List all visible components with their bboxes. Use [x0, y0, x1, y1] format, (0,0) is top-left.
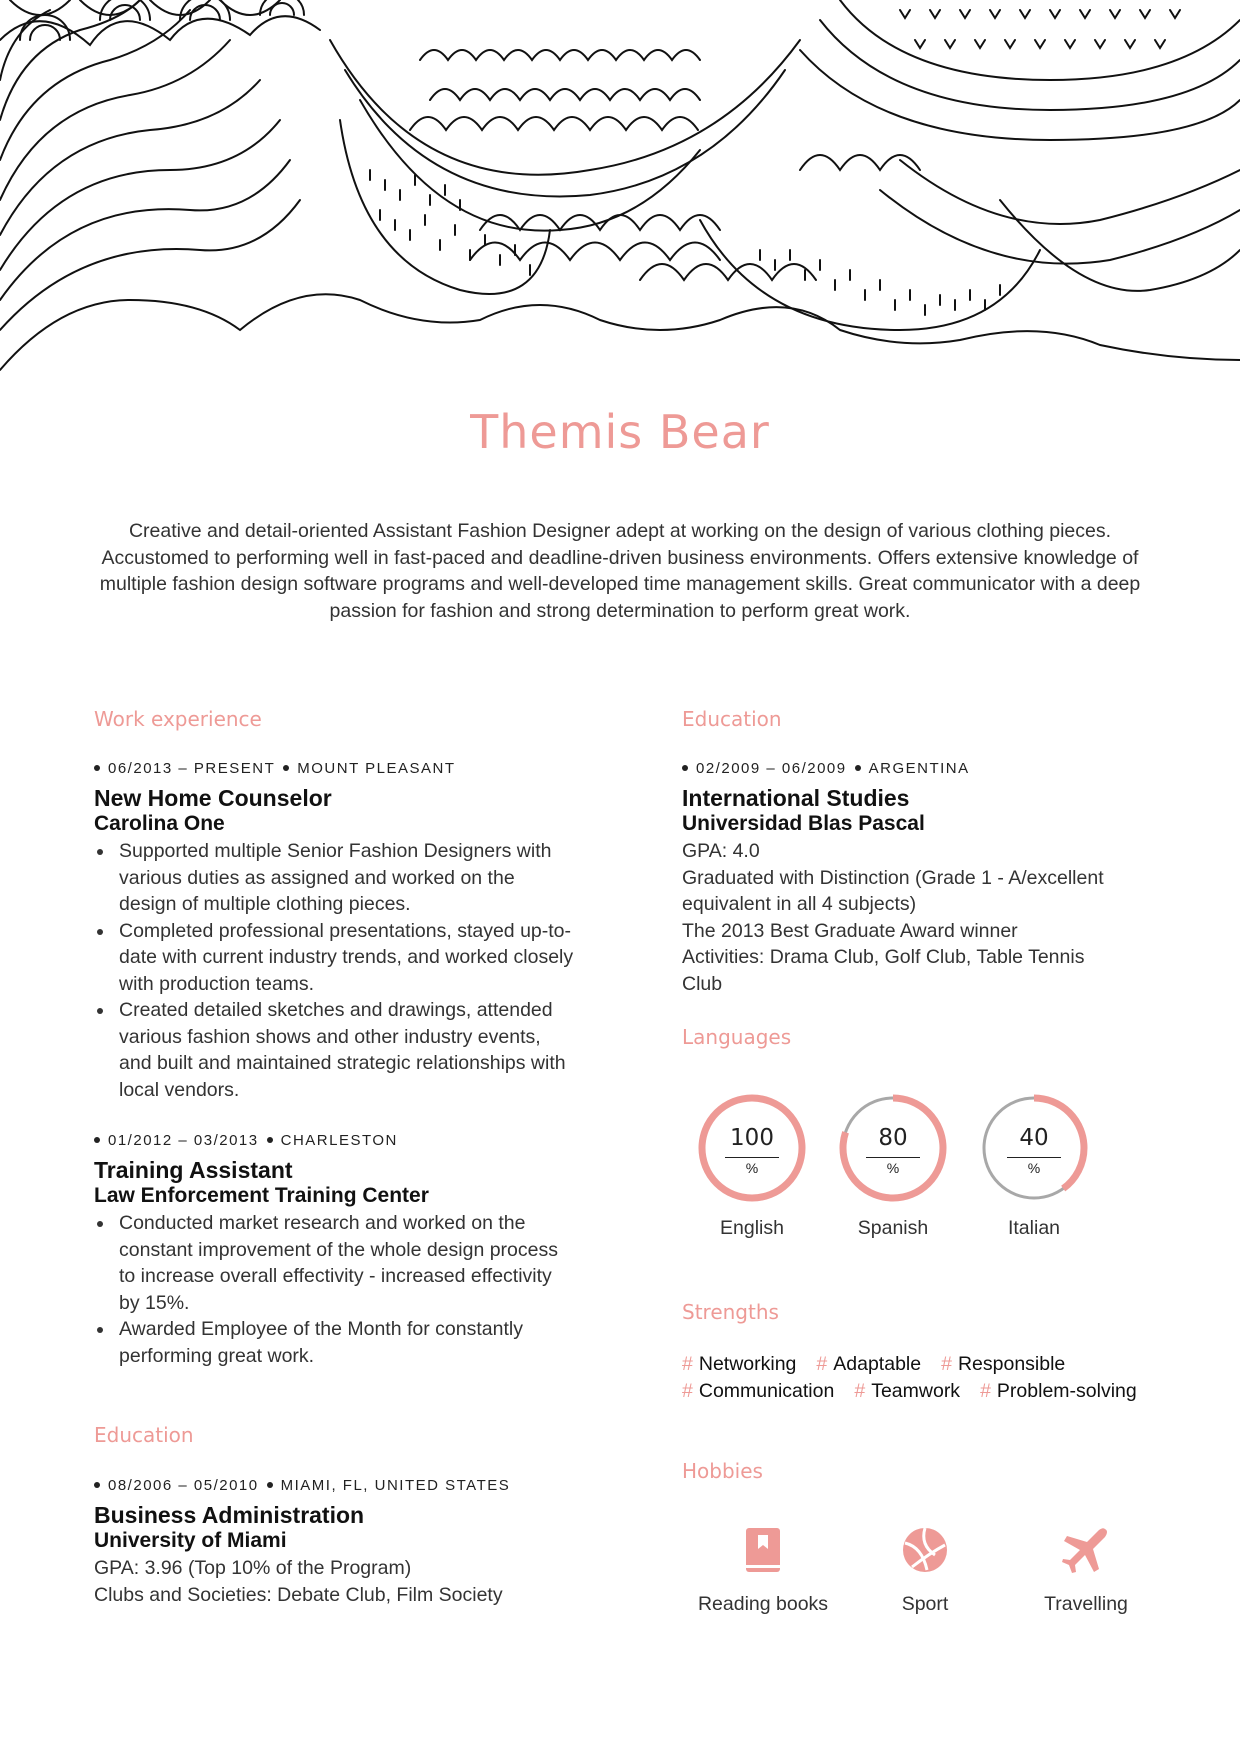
bullet-dot [94, 1482, 100, 1488]
strength-tag: # Communication [682, 1380, 835, 1402]
hash-icon: # [980, 1380, 991, 1402]
education-left-meta [94, 1477, 510, 1494]
job-2-location: CHARLESTON [280, 1132, 398, 1149]
divider [1007, 1157, 1061, 1158]
education-right-details [682, 838, 1122, 997]
list-item: Supported multiple Senior Fashion Designers with various duties as assigned and worked on the design of multiple clothing pieces. [94, 838, 574, 918]
hobby-travelling [1006, 1525, 1166, 1616]
education-right-dates: 02/2009 – 06/2009 [696, 760, 847, 777]
language-english [687, 1093, 817, 1243]
divider [866, 1157, 920, 1158]
education-left-degree: Business Administration [94, 1502, 365, 1528]
language-italian [969, 1093, 1099, 1243]
detail-line: GPA: 3.96 (Top 10% of the Program) [94, 1557, 412, 1579]
candidate-name: Themis Bear [470, 405, 770, 459]
hash-icon: # [816, 1353, 828, 1375]
percent-unit: % [1027, 1160, 1041, 1176]
strength-tag: # Adaptable [816, 1353, 922, 1375]
detail-line: GPA: 4.0 [682, 840, 760, 862]
job-1-dates: 06/2013 – PRESENT [108, 760, 276, 777]
education-heading-right: Education [682, 707, 782, 731]
hash-icon: # [941, 1353, 952, 1375]
strength-tag: # Problem-solving [980, 1380, 1137, 1402]
education-right-school: Universidad Blas Pascal [682, 812, 925, 835]
education-right-location: ARGENTINA [868, 760, 970, 777]
list-item: Awarded Employee of the Month for constantly performing great work. [94, 1316, 574, 1369]
job-2-company: Law Enforcement Training Center [94, 1184, 429, 1207]
bullet-dot [267, 1482, 273, 1488]
education-left-location: MIAMI, FL, UNITED STATES [280, 1477, 511, 1494]
education-left-dates: 08/2006 – 05/2010 [108, 1477, 259, 1494]
bullet-dot [283, 765, 289, 771]
strengths-heading: Strengths [682, 1300, 779, 1324]
hobby-name: Sport [901, 1593, 949, 1615]
hobby-sport [845, 1525, 1005, 1616]
strengths-row-1 [682, 1353, 1085, 1376]
hobby-reading-books [683, 1525, 843, 1616]
percent-unit: % [886, 1160, 900, 1176]
detail-line: Graduated with Distinction (Grade 1 - A/excellent equivalent in all 4 subjects) [682, 866, 1104, 915]
strengths-row-2 [682, 1380, 1157, 1403]
job-1-location: MOUNT PLEASANT [297, 760, 456, 777]
profile-summary: Creative and detail-oriented Assistant Fashion Designer adept at working on the design of various clothing pieces. Accustomed to performing well in fast-paced and deadline-driven business environments. Offers extensive knowledge of multiple fashion design software programs and well-developed time management skills. Great communicator with a deep passion for fashion and strong determination to perform great work. [99, 520, 1141, 622]
job-1-title: New Home Counselor [94, 785, 332, 811]
education-left-school: University of Miami [94, 1529, 287, 1552]
languages-heading: Languages [682, 1025, 792, 1049]
detail-line: Activities: Drama Club, Golf Club, Table Tennis Club [682, 946, 1085, 995]
list-item: Created detailed sketches and drawings, attended various fashion shows and other industry events, and built and maintained strategic relationships with local vendors. [94, 997, 574, 1103]
strength-tag: # Networking [682, 1353, 797, 1375]
job-2-bullets [94, 1210, 574, 1369]
strength-tag: # Teamwork [854, 1380, 961, 1402]
job-1-bullets [94, 838, 574, 1103]
language-percent: 100 [730, 1125, 774, 1151]
list-item: Completed professional presentations, stayed up-to-date with current industry trends, and worked closely with production teams. [94, 918, 574, 998]
hobby-name: Travelling [1044, 1593, 1128, 1615]
language-name: Italian [1007, 1217, 1061, 1239]
work-experience-heading: Work experience [94, 707, 262, 731]
hash-icon: # [854, 1380, 866, 1402]
hash-icon: # [682, 1353, 693, 1375]
header-doodle-art [0, 0, 1240, 375]
bullet-dot [267, 1137, 273, 1143]
divider [725, 1157, 779, 1158]
job-1-company: Carolina One [94, 812, 225, 835]
language-percent: 40 [1019, 1125, 1049, 1151]
bullet-dot [94, 1137, 100, 1143]
hash-icon: # [682, 1380, 693, 1402]
language-name: Spanish [857, 1217, 929, 1239]
education-heading-left: Education [94, 1423, 194, 1447]
detail-line: The 2013 Best Graduate Award winner [682, 919, 1018, 942]
percent-unit: % [745, 1160, 759, 1176]
strength-tag: # Responsible [941, 1353, 1066, 1375]
bullet-dot [682, 765, 688, 771]
education-left-details [94, 1555, 594, 1608]
language-name: English [720, 1217, 784, 1239]
job-2-title: Training Assistant [94, 1157, 293, 1183]
education-right-degree: International Studies [682, 785, 910, 811]
detail-line: Clubs and Societies: Debate Club, Film Society [94, 1583, 503, 1606]
volleyball-icon [900, 1525, 950, 1575]
job-1-meta [94, 760, 456, 777]
bullet-dot [855, 765, 861, 771]
book-icon [738, 1525, 788, 1575]
bullet-dot [94, 765, 100, 771]
job-2-dates: 01/2012 – 03/2013 [108, 1132, 259, 1149]
education-right-meta [682, 760, 970, 777]
hobby-name: Reading books [697, 1593, 829, 1615]
hobbies-heading: Hobbies [682, 1459, 763, 1483]
airplane-icon [1061, 1525, 1111, 1575]
language-percent: 80 [878, 1125, 908, 1151]
job-2-meta [94, 1132, 398, 1149]
language-spanish [828, 1093, 958, 1243]
list-item: Conducted market research and worked on the constant improvement of the whole design process to increase overall effectivity - increased effectivity by 15%. [94, 1210, 574, 1316]
